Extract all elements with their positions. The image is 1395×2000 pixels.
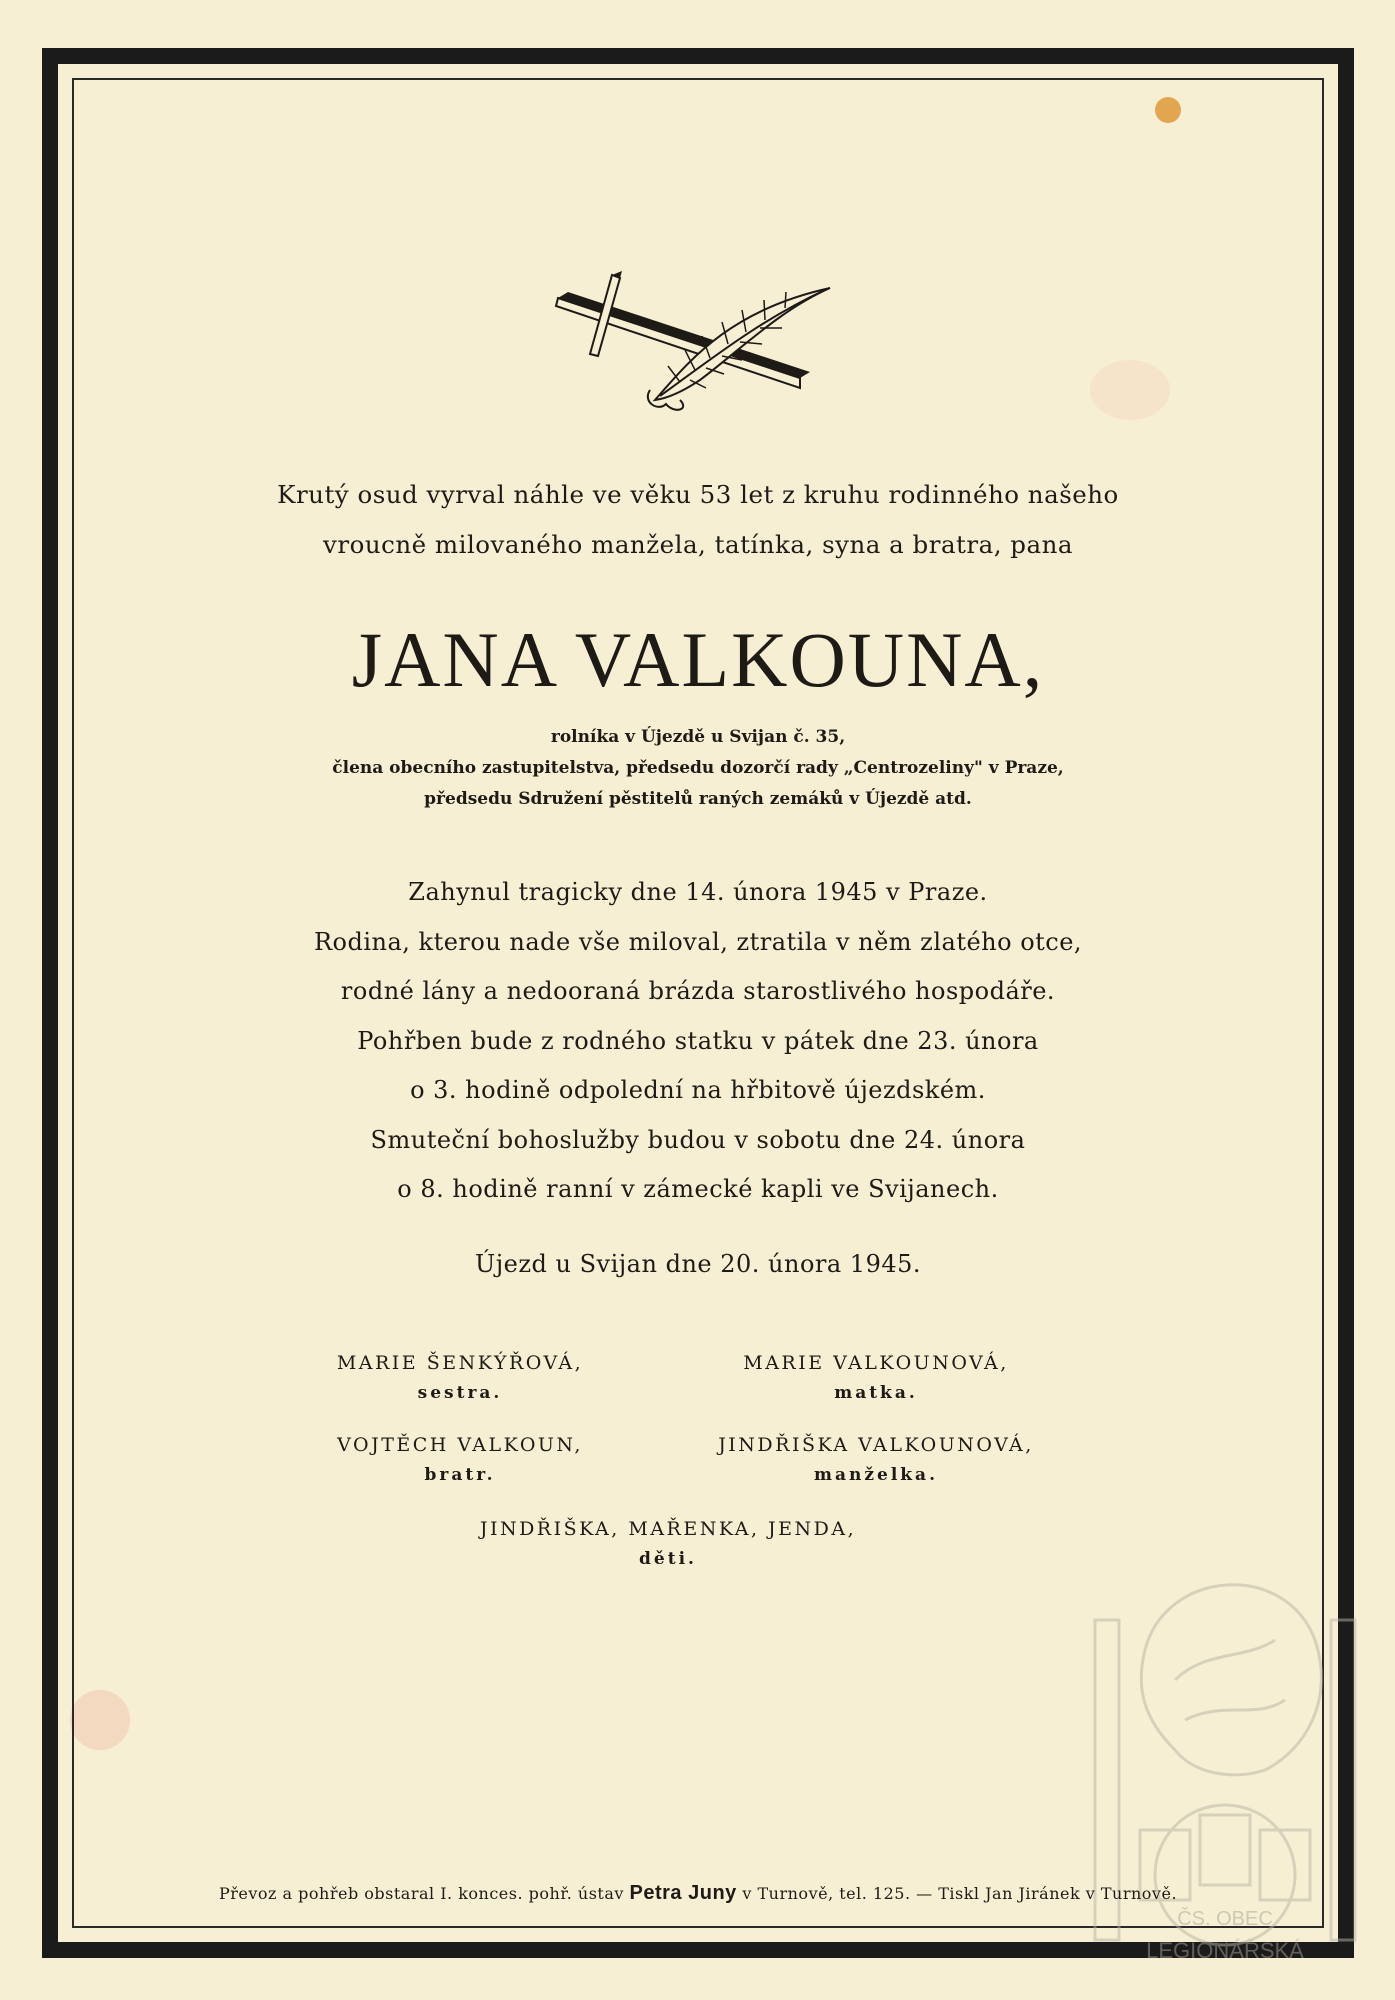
title-line: rolníka v Újezdě u Svijan č. 35,	[550, 727, 846, 747]
body-line: Zahynul tragicky dne 14. února 1945 v Praze.	[408, 878, 988, 906]
body-line: o 8. hodině ranní v zámecké kapli ve Svijanech.	[397, 1175, 999, 1203]
mourner-entry	[646, 1430, 1106, 1490]
mourner-relation: matka.	[834, 1383, 918, 1403]
watermark-text-bottom: LEGIONÁŘSKÁ	[1146, 1938, 1304, 1963]
announcement-body	[72, 868, 1324, 1215]
mourner-name: MARIE ŠENKÝŘOVÁ,	[336, 1352, 584, 1374]
mourner-entry	[646, 1348, 1106, 1408]
mourner-name: JINDŘIŠKA VALKOUNOVÁ,	[718, 1434, 1034, 1456]
funeral-firm: Petra Juny	[629, 1882, 737, 1904]
body-line: o 3. hodině odpolední na hřbitově újezdském.	[410, 1076, 986, 1104]
title-line: předsedu Sdružení pěstitelů raných zemáků v Újezdě atd.	[424, 789, 972, 809]
mourner-entry	[230, 1430, 690, 1490]
deceased-name: JANA VALKOUNA,	[351, 616, 1045, 703]
mourner-relation: sestra.	[417, 1383, 503, 1403]
watermark-text-top: ČS. OBEC	[1177, 1908, 1273, 1930]
mourner-name: MARIE VALKOUNOVÁ,	[743, 1352, 1009, 1374]
body-line: Smuteční bohoslužby budou v sobotu dne 24. února	[370, 1125, 1026, 1154]
footer-text: v Turnově, tel. 125. — Tiskl Jan Jiránek v Turnově.	[742, 1884, 1178, 1903]
body-line: Rodina, kterou nade vše miloval, ztratila v něm zlatého otce,	[313, 927, 1083, 956]
footer-text: Převoz a pohřeb obstaral I. konces. pohř. ústav	[218, 1884, 624, 1903]
mourner-entry	[230, 1348, 690, 1408]
printer-footer	[72, 1882, 1324, 1905]
title-line: člena obecního zastupitelstva, předsedu dozorčí rady „Centrozeliny" v Praze,	[332, 758, 1064, 778]
intro-line: Krutý osud vyrval náhle ve věku 53 let z kruhu rodinného našeho	[277, 480, 1119, 509]
body-line: rodné lány a nedooraná brázda starostlivého hospodáře.	[340, 977, 1056, 1005]
mourner-name: VOJTĚCH VALKOUN,	[337, 1434, 583, 1456]
cross-palm-icon	[550, 270, 850, 420]
mourner-entry	[438, 1514, 898, 1574]
intro-text	[72, 470, 1324, 570]
mourner-name: JINDŘIŠKA, MAŘENKA, JENDA,	[479, 1518, 857, 1540]
mourner-relation: manželka.	[813, 1465, 938, 1485]
body-line: Pohřben bude z rodného statku v pátek dne 23. února	[357, 1026, 1039, 1055]
mourner-relation: bratr.	[424, 1465, 496, 1485]
place-date: Újezd u Svijan dne 20. února 1945.	[474, 1250, 922, 1278]
intro-line: vroucně milovaného manžela, tatínka, syna a bratra, pana	[323, 530, 1073, 559]
deceased-titles	[72, 722, 1324, 815]
mourner-relation: děti.	[639, 1549, 697, 1569]
